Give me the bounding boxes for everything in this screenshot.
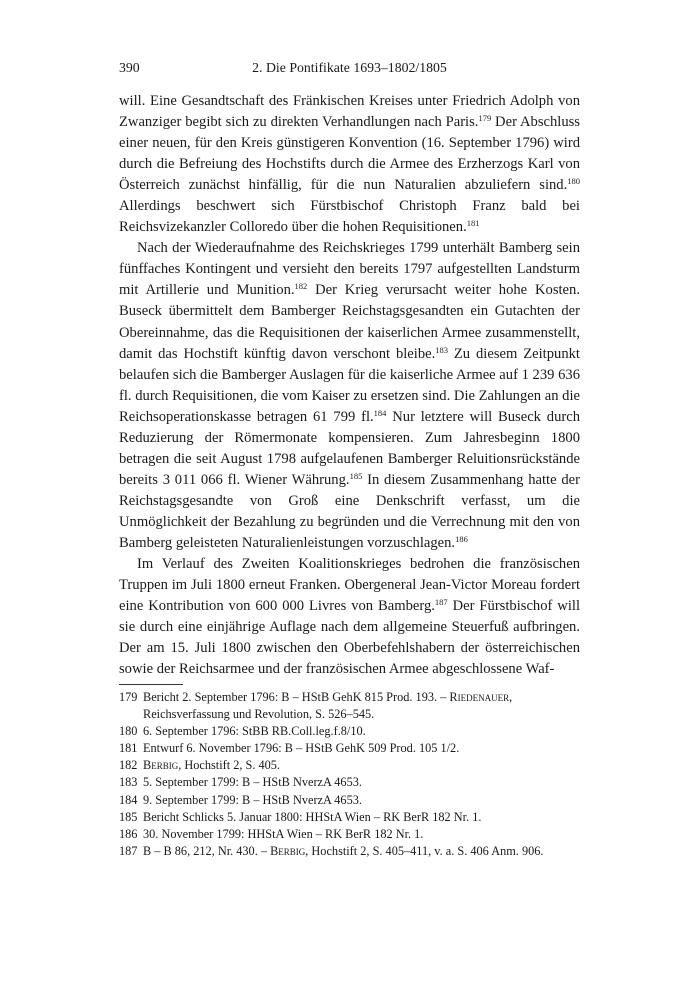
footnote-number: 186: [119, 826, 138, 841]
footnote: [119, 689, 580, 723]
running-title: 2. Die Pontifikate 1693–1802/1805: [252, 60, 447, 75]
paragraph-text: Der Abschluss einer neuen, für den Kreis günstigeren Konvention (16. September 1796) wird durch die Befreiung des Hochstifts durch die Armee des Erzherzogs Karl von Österreich zunächst hinfällig, für die nun Naturalien abzuliefern sind.: [119, 114, 580, 194]
paragraph-text: In diesem Zusammenhang hatte der Reichstagsgesandte von Groß eine Denkschrift verfasst, um die Unmöglichkeit der Bezahlung zu begründen und die Verrechnung mit den von Bamberg geleisteten Naturalienleistungen vorzuschlagen.: [119, 471, 580, 551]
page-number: 390: [119, 60, 140, 75]
footnote-text-segment: 9. September 1799: B – HStB NverzA 4653.: [143, 792, 362, 807]
footnote: [119, 792, 580, 809]
paragraph-text: Nur letztere will Buseck durch Reduzierung der Römermonate kompensieren. Zum Jahresbeginn 1800 betragen die seit August 1798 aufgelaufenen Bamberger Reluitionsrückstände bereits 3 011 066 fl. Wiener Währung.: [119, 408, 581, 488]
footnote: [119, 774, 580, 791]
paragraph-text: Der Fürstbischof will sie durch eine einjährige Auflage nach dem allgemeine Steuerfuß aufbringen. Der am 15. Juli 1800 zwischen den Oberbefehlshabern der österreichischen sowie der Reichsarmee und der französischen Armee abgeschlossene Waf-: [119, 598, 580, 678]
footnote-text-segment: 5. September 1799: B – HStB NverzA 4653.: [143, 775, 362, 790]
footnote-reference: 182: [294, 281, 308, 292]
footnote-number: 183: [119, 775, 138, 790]
footnote-text-segment: , Hochstift 2, S. 405–411, v. a. S. 406 Anm. 906.: [305, 843, 544, 858]
footnote-reference: 186: [455, 533, 468, 544]
footnote-text: [143, 774, 580, 791]
footnote-number: 184: [119, 792, 138, 807]
footnote-number: 182: [119, 758, 138, 773]
footnote-number: 181: [119, 741, 138, 756]
footnote-text-segment: 6. September 1796: StBB RB.Coll.leg.f.8/10.: [143, 724, 366, 739]
footnote-reference: 185: [349, 470, 363, 481]
footnote-text-segment: Bericht 2. September 1796: B – HStB GehK 815 Prod. 193. –: [143, 690, 450, 704]
paragraph-text: Nach der Wiederaufnahme des Reichskrieges 1799 unterhält Bamberg sein fünffaches Kontingent und versieht den bereits 1797 aufgestellten Landsturm mit Artillerie und Munition.: [119, 240, 580, 299]
paragraph-text: Allerdings beschwert sich Fürstbischof Christoph Franz bald bei Reichsvizekanzler Colloredo über die hohen Requisitionen.: [119, 198, 580, 236]
footnote: [119, 809, 580, 826]
footnote-text: [143, 826, 580, 843]
author-name: Berbig: [143, 758, 179, 773]
footnote: [119, 843, 580, 860]
footnote-reference: 187: [434, 597, 448, 608]
main-text: [119, 91, 580, 680]
author-name: Berbig: [270, 843, 306, 858]
paragraph-text: Zu diesem Zeitpunkt belaufen sich die Bamberger Auslagen für die kaiserliche Armee auf 1 239 636 fl. durch Requisitionen, die vom Kaiser zu ersetzen sind. Die Zahlungen an die Reichsoperationskasse betragen 61 799 fl.: [119, 345, 580, 425]
footnote: [119, 826, 580, 843]
page-header: [119, 60, 580, 80]
footnote-text-segment: Entwurf 6. November 1796: B – HStB GehK 509 Prod. 105 1/2.: [143, 741, 460, 756]
footnote: [119, 757, 580, 774]
paragraph: [119, 554, 580, 680]
footnote-text: [143, 809, 580, 826]
footnote-text: [143, 792, 580, 809]
footnote-number: 185: [119, 809, 138, 824]
footnote-text: [143, 723, 580, 740]
footnote-reference: 181: [466, 218, 480, 229]
paragraph: [119, 238, 580, 554]
footnote-text: [143, 843, 580, 860]
footnote-text: [143, 689, 580, 723]
footnote-text-segment: , Reichsverfassung und Revolution, S. 526–545.: [143, 690, 513, 722]
footnote-number: 180: [119, 724, 138, 739]
author-name: Riedenauer: [449, 690, 510, 704]
footnote-text-segment: B – B 86, 212, Nr. 430. –: [143, 843, 271, 858]
paragraph-text: Im Verlauf des Zweiten Koalitionskrieges bedrohen die französischen Truppen im Juli 1800 erneut Franken. Obergeneral Jean-Victor Moreau fordert eine Kontribution von 600 000 Livres von Bamberg.: [119, 556, 580, 615]
footnote-number: 179: [119, 690, 138, 704]
footnote-text: [143, 757, 580, 774]
footnote-reference: 180: [567, 176, 580, 187]
footnote-reference: 183: [435, 344, 448, 355]
footnote: [119, 723, 580, 740]
footnote-reference: 184: [373, 407, 387, 418]
footnote-divider: [119, 684, 183, 685]
footnote-text-segment: , Hochstift 2, S. 405.: [178, 758, 280, 773]
footnote-text: [143, 740, 580, 757]
footnote-reference: 179: [478, 113, 492, 124]
paragraph-text: will. Eine Gesandtschaft des Fränkischen Kreises unter Friedrich Adolph von Zwanziger begibt sich zu direkten Verhandlungen nach Paris.: [119, 93, 580, 131]
paragraph: [119, 91, 580, 238]
footnotes: [119, 689, 580, 860]
footnote-text-segment: Bericht Schlicks 5. Januar 1800: HHStA Wien – RK BerR 182 Nr. 1.: [143, 809, 482, 824]
paragraph-text: Der Krieg verursacht weiter hohe Kosten. Buseck übermittelt dem Bamberger Reichstagsgesandten ein Gutachten der Obereinnahme, das die Requisitionen der kaiserlichen Armee zusammenstellt, damit das Hochstift künftig davon verschont bleibe.: [119, 282, 580, 362]
footnote-text-segment: 30. November 1799: HHStA Wien – RK BerR 182 Nr. 1.: [143, 826, 424, 841]
footnote-number: 187: [119, 843, 138, 858]
footnote: [119, 740, 580, 757]
